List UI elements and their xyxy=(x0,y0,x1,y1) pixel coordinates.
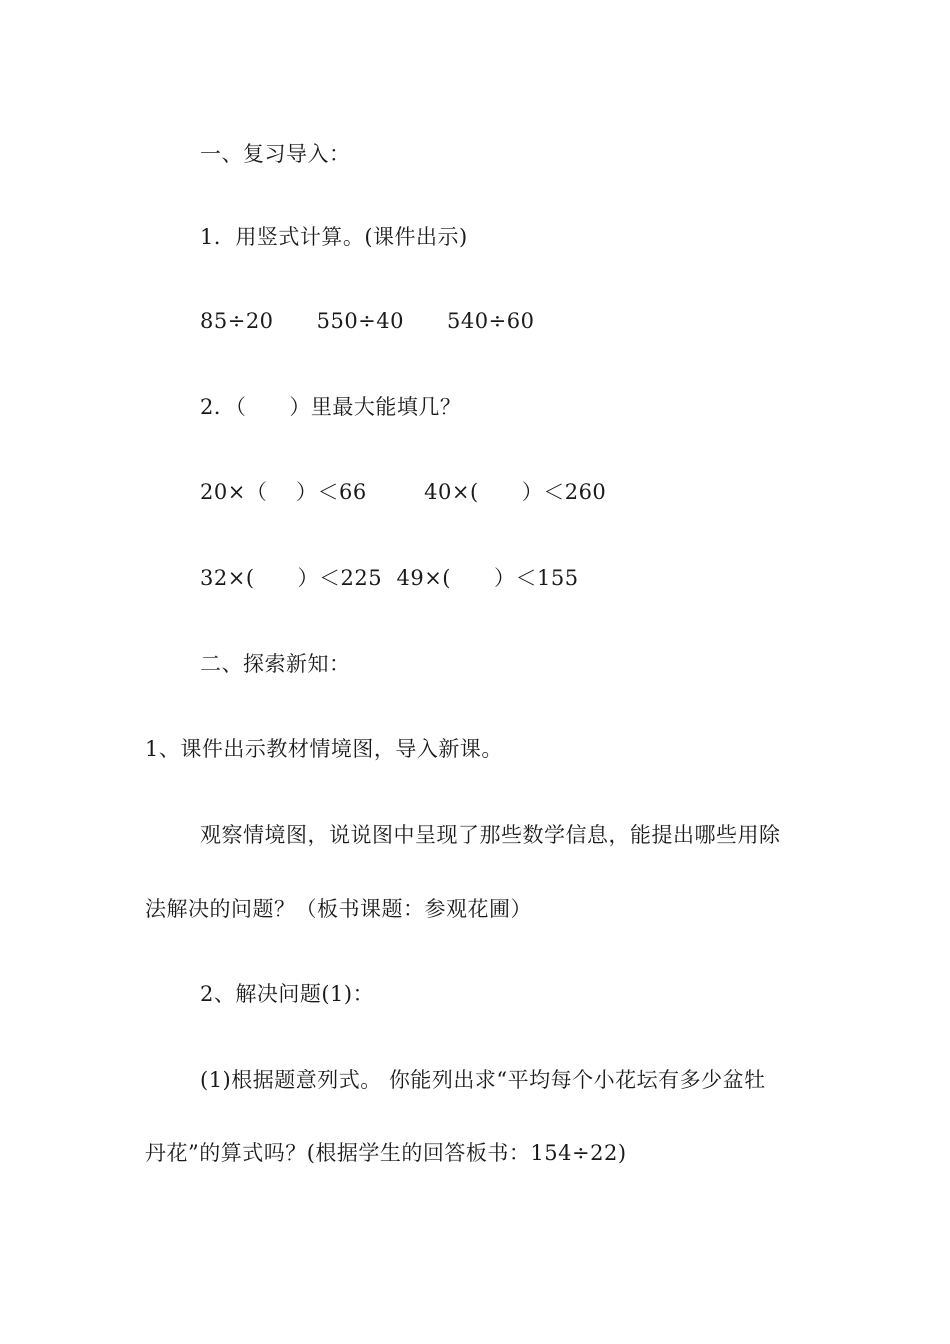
exercise-inequality-line-2: 32×( ）＜225 49×( ）＜155 xyxy=(200,566,579,590)
section-heading-explore: 二、探索新知： xyxy=(200,652,351,676)
exercise-division-line: 85÷20 550÷40 540÷60 xyxy=(200,309,535,333)
step-solve-problem: 2、解决问题(1)： xyxy=(200,982,375,1006)
list-item-vertical-calculation: 1．用竖式计算。(课件出示) xyxy=(200,225,468,249)
paragraph-observe-line-2: 法解决的问题？（板书课题：参观花圃） xyxy=(145,897,532,921)
paragraph-solve-line-1: (1)根据题意列式。 你能列出求“平均每个小花坛有多少盆牡 xyxy=(200,1068,766,1092)
section-heading-review: 一、复习导入： xyxy=(200,142,351,166)
paragraph-observe-line-1: 观察情境图，说说图中呈现了那些数学信息，能提出哪些用除 xyxy=(200,823,781,847)
exercise-inequality-line-1: 20×（ ）＜66 40×( ）＜260 xyxy=(200,480,607,504)
list-item-fill-max: 2．（ ）里最大能填几？ xyxy=(200,395,462,419)
step-intro-new-lesson: 1、课件出示教材情境图，导入新课。 xyxy=(145,737,503,761)
paragraph-solve-line-2: 丹花”的算式吗？(根据学生的回答板书：154÷22) xyxy=(145,1141,627,1165)
